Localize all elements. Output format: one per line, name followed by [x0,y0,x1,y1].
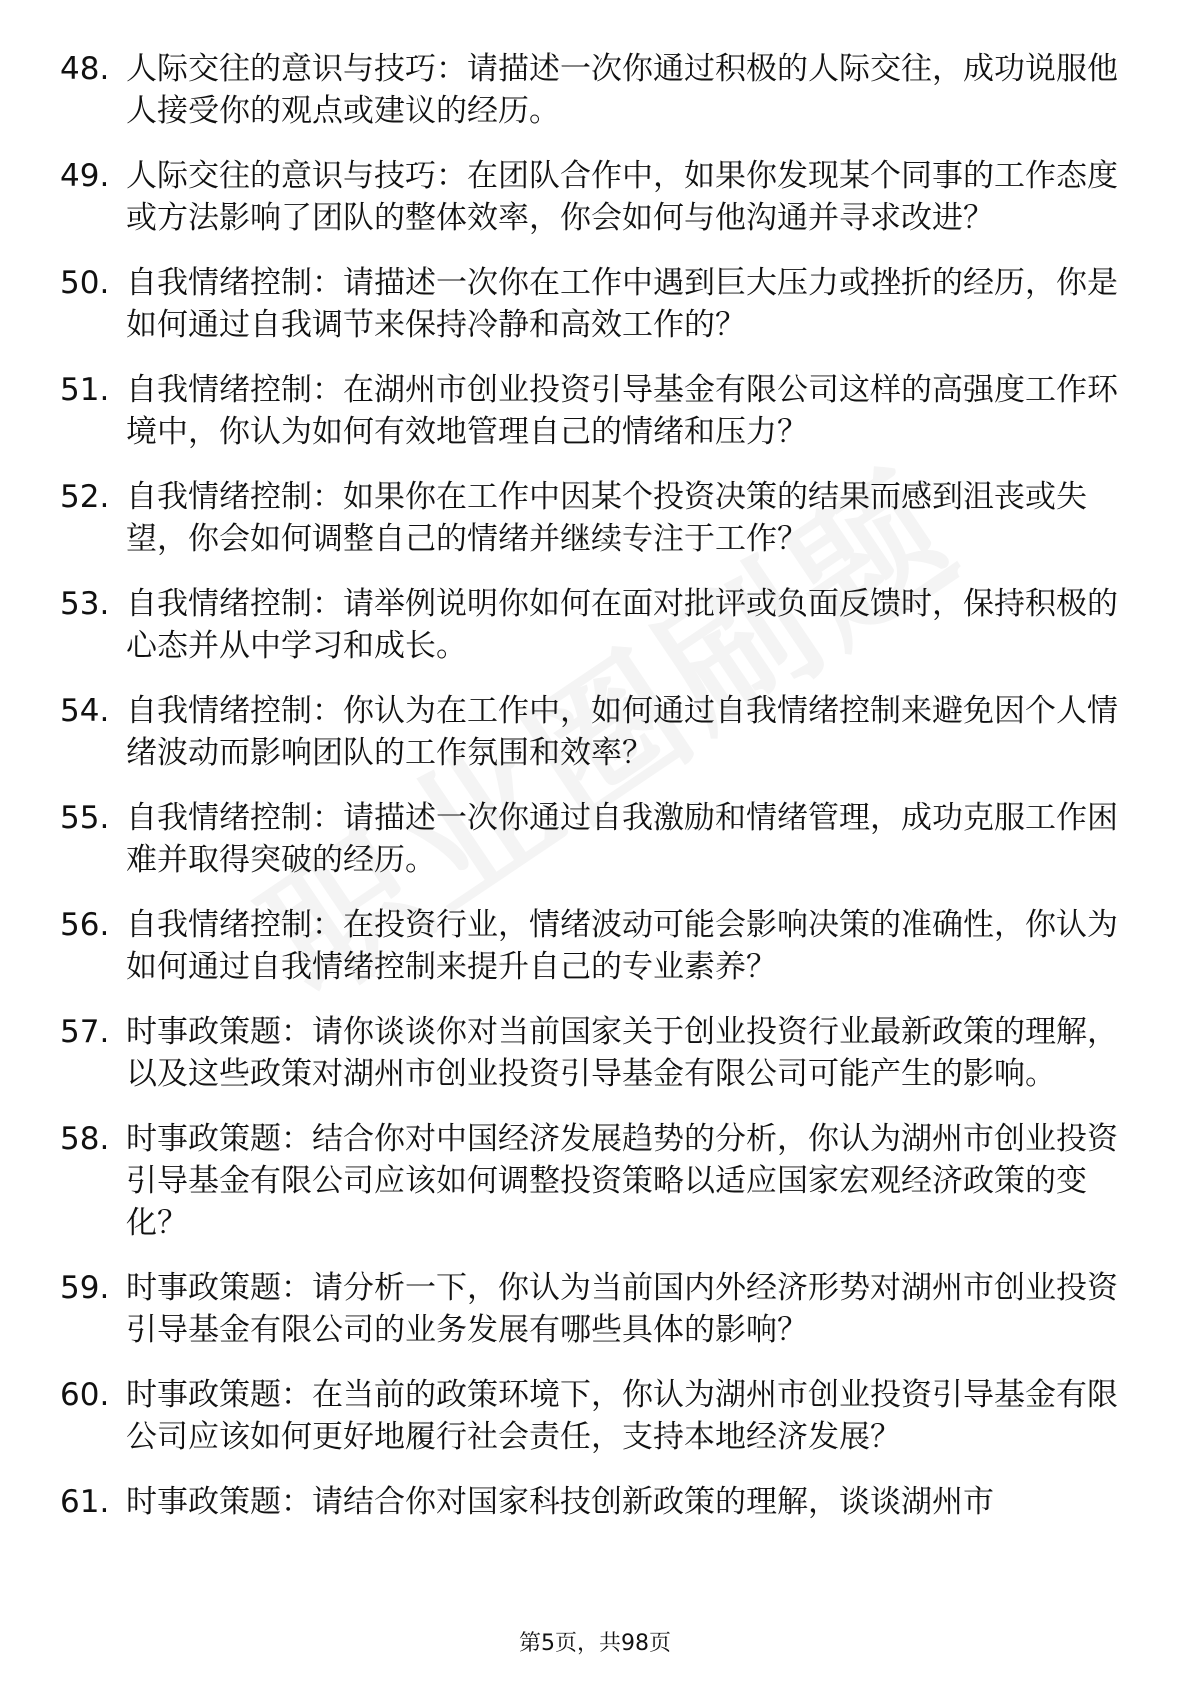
question-item [60,1374,1140,1458]
question-number: 54. [60,693,110,729]
question-number: 59. [60,1270,110,1306]
question-number: 61. [60,1484,110,1520]
question-text: 人际交往的意识与技巧：在团队合作中，如果你发现某个同事的工作态度或方法影响了团队的整体效率，你会如何与他沟通并寻求改进？ [126,158,1118,236]
question-text: 时事政策题：请你谈谈你对当前国家关于创业投资行业最新政策的理解，以及这些政策对湖州市创业投资引导基金有限公司可能产生的影响。 [126,1014,1118,1092]
question-number: 56. [60,907,110,943]
question-item [60,262,1140,346]
question-number: 55. [60,800,110,836]
question-item [60,797,1140,881]
question-number: 60. [60,1377,110,1413]
question-number: 57. [60,1014,110,1050]
question-item [60,583,1140,667]
question-item [60,904,1140,988]
page-footer [0,1626,1190,1657]
question-number: 49. [60,158,110,194]
question-text: 时事政策题：请结合你对国家科技创新政策的理解，谈谈湖州市 [126,1484,994,1520]
question-text: 自我情绪控制：请举例说明你如何在面对批评或负面反馈时，保持积极的心态并从中学习和成长。 [126,586,1118,664]
question-text: 人际交往的意识与技巧：请描述一次你通过积极的人际交往，成功说服他人接受你的观点或建议的经历。 [126,51,1118,129]
question-text: 自我情绪控制：请描述一次你在工作中遇到巨大压力或挫折的经历，你是如何通过自我调节来保持冷静和高效工作的？ [126,265,1118,343]
question-number: 48. [60,51,110,87]
question-number: 51. [60,372,110,408]
question-text: 自我情绪控制：如果你在工作中因某个投资决策的结果而感到沮丧或失望，你会如何调整自己的情绪并继续专注于工作？ [126,479,1087,557]
question-item [60,1267,1140,1351]
question-text: 自我情绪控制：在湖州市创业投资引导基金有限公司这样的高强度工作环境中，你认为如何有效地管理自己的情绪和压力？ [126,372,1118,450]
question-item [60,155,1140,239]
question-text: 时事政策题：在当前的政策环境下，你认为湖州市创业投资引导基金有限公司应该如何更好地履行社会责任，支持本地经济发展？ [126,1377,1118,1455]
question-item [60,1481,1140,1523]
question-item [60,476,1140,560]
question-list [60,48,1140,1546]
question-item [60,1011,1140,1095]
question-number: 53. [60,586,110,622]
question-text: 自我情绪控制：请描述一次你通过自我激励和情绪管理，成功克服工作困难并取得突破的经历。 [126,800,1118,878]
question-item [60,1118,1140,1244]
question-number: 58. [60,1121,110,1157]
question-text: 自我情绪控制：在投资行业，情绪波动可能会影响决策的准确性，你认为如何通过自我情绪控制来提升自己的专业素养？ [126,907,1118,985]
page-number-label: 第5页，共98页 [519,1631,671,1656]
question-item [60,48,1140,132]
question-text: 时事政策题：结合你对中国经济发展趋势的分析，你认为湖州市创业投资引导基金有限公司应该如何调整投资策略以适应国家宏观经济政策的变化？ [126,1121,1118,1241]
question-item [60,690,1140,774]
question-text: 自我情绪控制：你认为在工作中，如何通过自我情绪控制来避免因个人情绪波动而影响团队的工作氛围和效率？ [126,693,1118,771]
question-number: 50. [60,265,110,301]
question-number: 52. [60,479,110,515]
question-text: 时事政策题：请分析一下，你认为当前国内外经济形势对湖州市创业投资引导基金有限公司的业务发展有哪些具体的影响？ [126,1270,1118,1348]
question-item [60,369,1140,453]
